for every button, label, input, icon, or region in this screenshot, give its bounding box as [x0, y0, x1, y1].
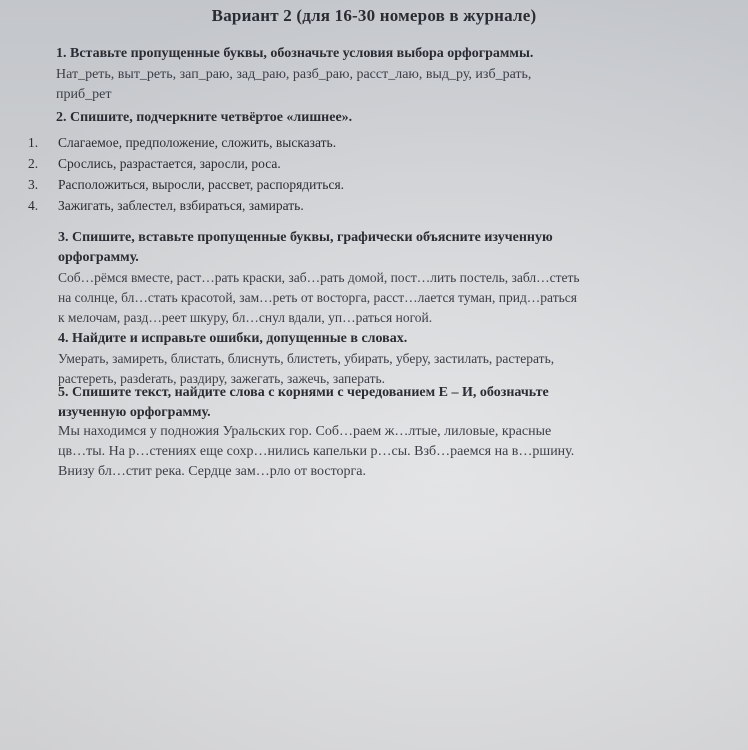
task5-line: цв…ты. На р…стениях еще сохр…нились капельки р…сы. Взб…раемся на в…ршину.: [58, 444, 575, 459]
task5-heading-line: изученную орфограмму.: [58, 405, 211, 420]
list-item-text: Срослись, разрастается, заросли, роса.: [58, 156, 281, 171]
task5-line: Мы находимся у подножия Уральских гор. Соб…раем ж…лтые, лиловые, красные: [58, 424, 552, 439]
task1-text: [56, 65, 531, 105]
list-item: [28, 132, 344, 153]
task4-line: растереть, разderать, раздиру, зажегать, зажечь, заперать.: [58, 371, 386, 386]
page-title: Вариант 2 (для 16-30 номеров в журнале): [211, 6, 537, 25]
task3-line: Соб…рёмся вместе, раст…рать краски, заб…рать домой, пост…лить постель, забл…стеть: [58, 270, 580, 285]
task3-line: к мелочам, разд…реет шкуру, бл…снул вдали, уп…раться ногой.: [58, 310, 433, 325]
task3-heading-line: 3. Спишите, вставьте пропущенные буквы, графически объясните изученную: [58, 230, 553, 245]
list-item-number: 1.: [28, 135, 39, 150]
task2-list: [28, 132, 344, 216]
list-item-text: Слагаемое, предположение, сложить, высказать.: [58, 135, 337, 150]
list-item: [28, 195, 344, 216]
list-item-number: 4.: [28, 198, 39, 213]
list-item-text: Расположиться, выросли, рассвет, распорядиться.: [58, 177, 345, 192]
list-item-text: Зажигать, заблестел, взбираться, замирать.: [58, 198, 304, 213]
task3-line: на солнце, бл…стать красотой, зам…реть от восторга, расст…лается туман, прид…раться: [58, 290, 577, 305]
task5-text: [58, 422, 574, 482]
task5-heading: [58, 383, 549, 423]
task3-heading: [58, 228, 553, 268]
task5-line: Внизу бл…стит река. Сердце зам…рло от восторга.: [58, 464, 366, 479]
task2-heading: 2. Спишите, подчеркните четвёртое «лишнее».: [56, 110, 353, 125]
task1-heading: 1. Вставьте пропущенные буквы, обозначьте условия выбора орфограммы.: [56, 46, 534, 61]
list-item: [28, 174, 344, 195]
task1-line: приб_рет: [56, 87, 112, 102]
task4-line: Умерать, замиреть, блистать, блиснуть, блистеть, убирать, уберу, застилать, растерать,: [58, 351, 555, 366]
task3-heading-line: орфограмму.: [58, 250, 139, 265]
list-item-number: 2.: [28, 156, 39, 171]
task5-heading-line: 5. Спишите текст, найдите слова с корнями с чередованием Е – И, обозначьте: [58, 385, 549, 400]
task1-line: Нат_реть, выт_реть, зап_раю, зад_раю, разб_раю, расст_лаю, выд_ру, изб_рать,: [56, 67, 532, 82]
list-item: [28, 153, 344, 174]
task4-heading: 4. Найдите и исправьте ошибки, допущенные в словах.: [58, 331, 408, 346]
list-item-number: 3.: [28, 177, 39, 192]
task3-text: [58, 268, 580, 328]
